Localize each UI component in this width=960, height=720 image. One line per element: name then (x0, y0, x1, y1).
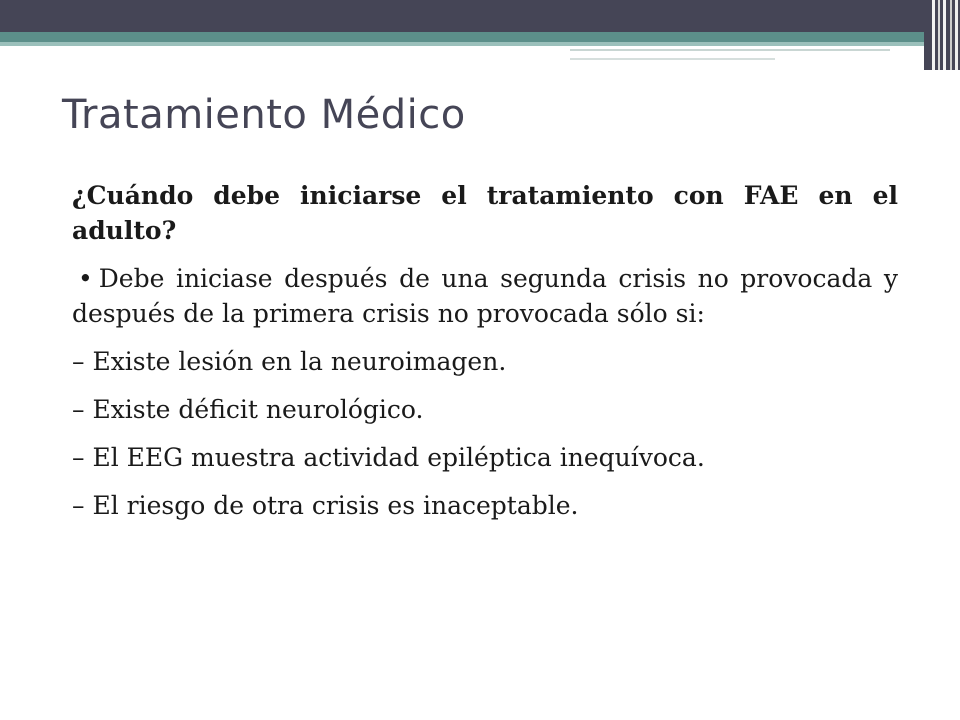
header-bar (0, 0, 960, 32)
condition-item: – El EEG muestra actividad epiléptica inequívoca. (72, 443, 705, 472)
header-accent-line-short (570, 58, 775, 60)
slide-body (72, 178, 898, 536)
condition-item: – Existe déficit neurológico. (72, 395, 424, 424)
header-accent-band-light (0, 42, 960, 46)
bullet-paragraph-text: Debe iniciase después de una segunda crisis no provocada y después de la primera crisis no provocada sólo si: (72, 264, 898, 328)
bullet-icon: • (78, 264, 93, 293)
corner-stripes-decoration (924, 0, 960, 70)
slide-title: Tratamiento Médico (62, 92, 466, 138)
header-accent-line (570, 49, 890, 51)
bullet-paragraph (72, 261, 898, 331)
header-accent-band (0, 32, 960, 42)
condition-item: – El riesgo de otra crisis es inaceptable. (72, 491, 579, 520)
question-heading: ¿Cuándo debe iniciarse el tratamiento con FAE en el adulto? (72, 181, 898, 245)
condition-item: – Existe lesión en la neuroimagen. (72, 347, 507, 376)
